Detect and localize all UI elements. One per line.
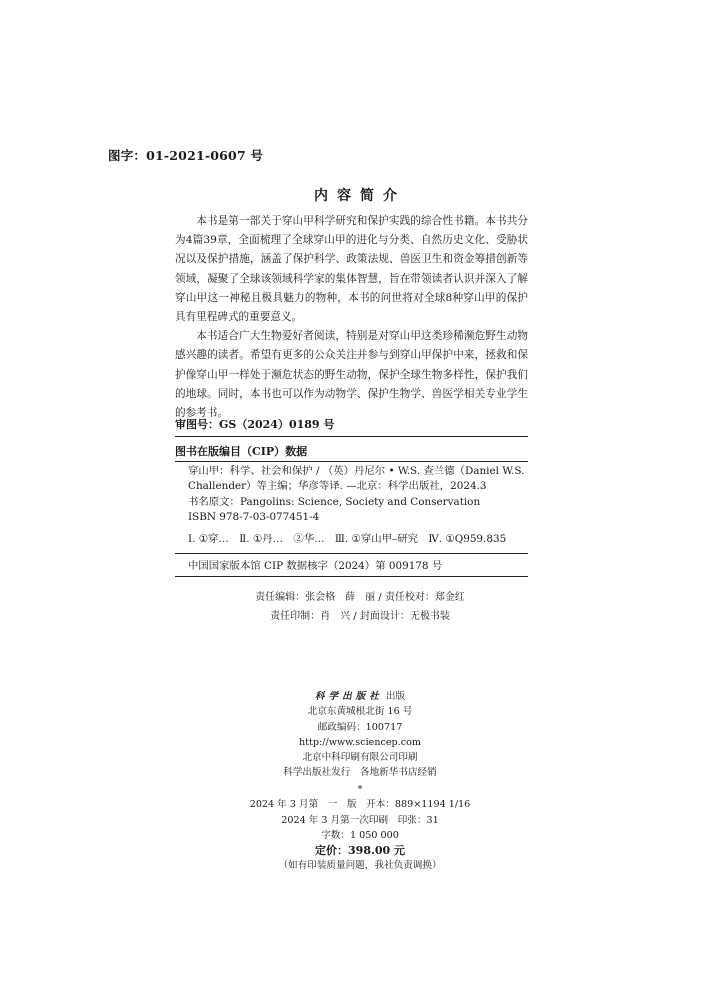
summary-paragraph: 本书是第一部关于穿山甲科学研究和保护实践的综合性书籍。本书共分为4篇39章，全面梳理了全球穿山甲的进化与分类、自然历史文化、受胁状况以及保护措施，涵盖了保护科学、政策法规、兽医卫生和资金筹措创新等领域，凝聚了全球该领域科学家的集体智慧，旨在带领读者认识并深入了解穿山甲这一神秘且极具魅力的物种，本书的问世将对全球8种穿山甲的保护具有里程碑式的重要意义。 [175,215,528,324]
cip-bottom-rule [175,576,528,577]
summary-heading: 内容简介 [314,188,406,204]
cip-line: 穿山甲：科学、社会和保护 / （英）丹尼尔 • W.S. 查兰德（Daniel W.S. Challender）等主编；华彦等译. —北京：科学出版社，2024.3 [188,465,525,493]
cip-heading: 图书在版编目（CIP）数据 [175,445,308,458]
cip-top-rule [175,436,528,437]
copyright-permit-number: 图字：01-2021-0607 号 [108,148,264,163]
quality-notice: （如有印装质量问题，我社负责调换） [278,860,442,872]
publisher-website: http://www.sciencep.com [299,736,421,748]
printer-line: 北京中科印刷有限公司印刷 [302,752,418,764]
publisher-postcode: 邮政编码：100717 [317,721,403,733]
printing-line: 2024 年 3 月第一次印刷 印张：31 [281,814,439,826]
cip-line: ISBN 978-7-03-077451-4 [188,511,320,524]
distribution-line: 科学出版社发行 各地新华书店经销 [283,767,437,779]
edition-line: 2024 年 3 月第 一 版 开本：889×1194 1/16 [249,799,471,811]
cip-divider [175,461,528,462]
publisher-suffix: 出版 [385,691,406,702]
editor-credit-line: 责任印制：肖 兴 / 封面设计：无极书装 [270,611,450,622]
edition-info [0,782,720,874]
cip-line: Ⅰ. ①穿… Ⅱ. ①丹… ②华… Ⅲ. ①穿山甲–研究 Ⅳ. ①Q959.835 [188,532,507,545]
cip-record [175,464,530,547]
price: 定价：398.00 元 [315,844,405,858]
word-count: 字数：1 050 000 [321,829,399,841]
editorial-credits [0,588,720,626]
cip-divider [175,553,528,554]
summary-paragraph: 本书适合广大生物爱好者阅读，特别是对穿山甲这类珍稀濒危野生动物感兴趣的读者。希望有更多的公众关注并参与到穿山甲保护中来，拯救和保护像穿山甲一样处于濒危状态的野生动物，保护全球生物多样性，保护我们的地球。同时，本书也可以作为动物学、保护生物学、兽医学相关专业学生的参考书。 [175,330,528,420]
publisher-line [0,689,720,704]
map-review-number: 审图号：GS（2024）0189 号 [175,418,335,431]
editor-credit-line: 责任编辑：张会格 薛 丽 / 责任校对：郑金红 [255,592,465,603]
publisher-address: 北京东黄城根北街 16 号 [307,706,413,718]
separator-star: * [357,784,363,795]
summary-body [175,212,528,423]
publication-info [0,689,720,781]
cip-verification-number: 中国国家版本馆 CIP 数据核字（2024）第 009178 号 [188,560,443,572]
cip-line: 书名原文：Pangolins: Science, Society and Conservation [188,495,481,508]
publisher-name: 科学出版社 [314,691,383,702]
